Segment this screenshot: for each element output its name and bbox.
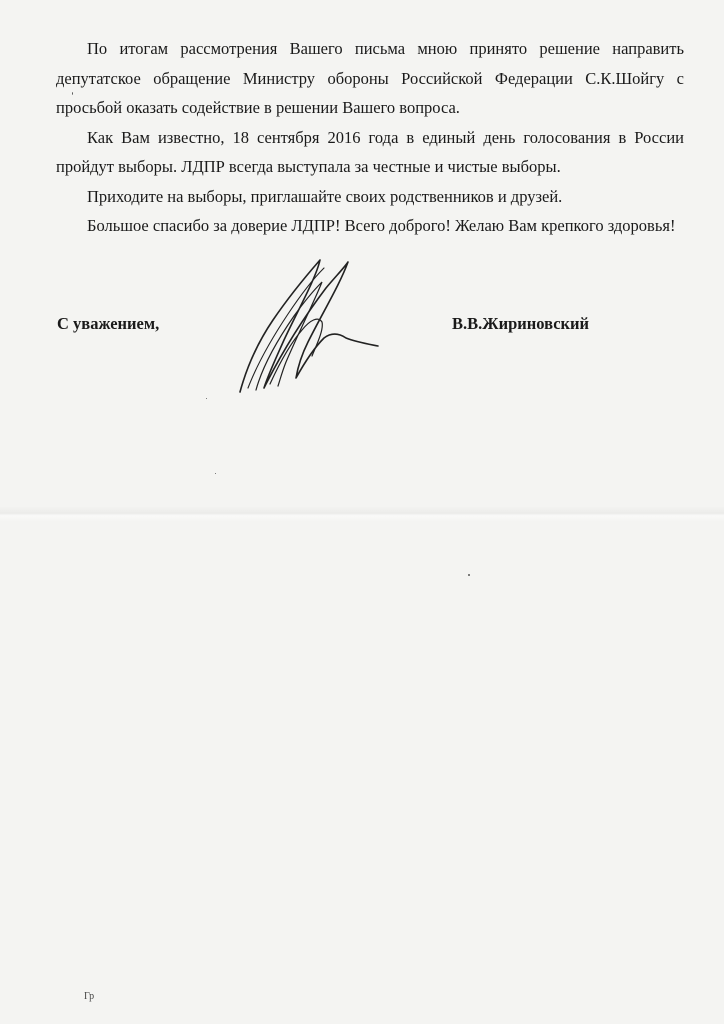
paper-speck bbox=[215, 473, 216, 474]
letter-body bbox=[56, 34, 684, 241]
footer-mark: Гр bbox=[84, 991, 95, 1002]
paragraph-elections: Как Вам известно, 18 сентября 2016 года в единый день голосования в России пройдут выборы. ЛДПР всегда выступала за честные и чистые выборы. bbox=[56, 127, 684, 176]
closing-salutation: С уважением, bbox=[57, 314, 160, 333]
paper-speck bbox=[72, 92, 73, 95]
paragraph-thanks: Большое спасибо за доверие ЛДПР! Всего доброго! Желаю Вам крепкого здоровья! bbox=[87, 216, 676, 235]
paper-fold-line bbox=[0, 506, 724, 522]
paper-speck bbox=[206, 398, 207, 399]
signatory-name: В.В.Жириновский bbox=[452, 314, 590, 333]
paragraph-invitation: Приходите на выборы, приглашайте своих родственников и друзей. bbox=[87, 186, 563, 206]
handwritten-signature bbox=[228, 250, 388, 400]
paper-speck bbox=[468, 574, 470, 576]
paragraph-decision: По итогам рассмотрения Вашего письма мною принято решение направить депутатское обращение Министру обороны Российской Федерации С.К.Шойгу с просьбой оказать содействие в решении Вашего вопроса. bbox=[56, 39, 684, 117]
